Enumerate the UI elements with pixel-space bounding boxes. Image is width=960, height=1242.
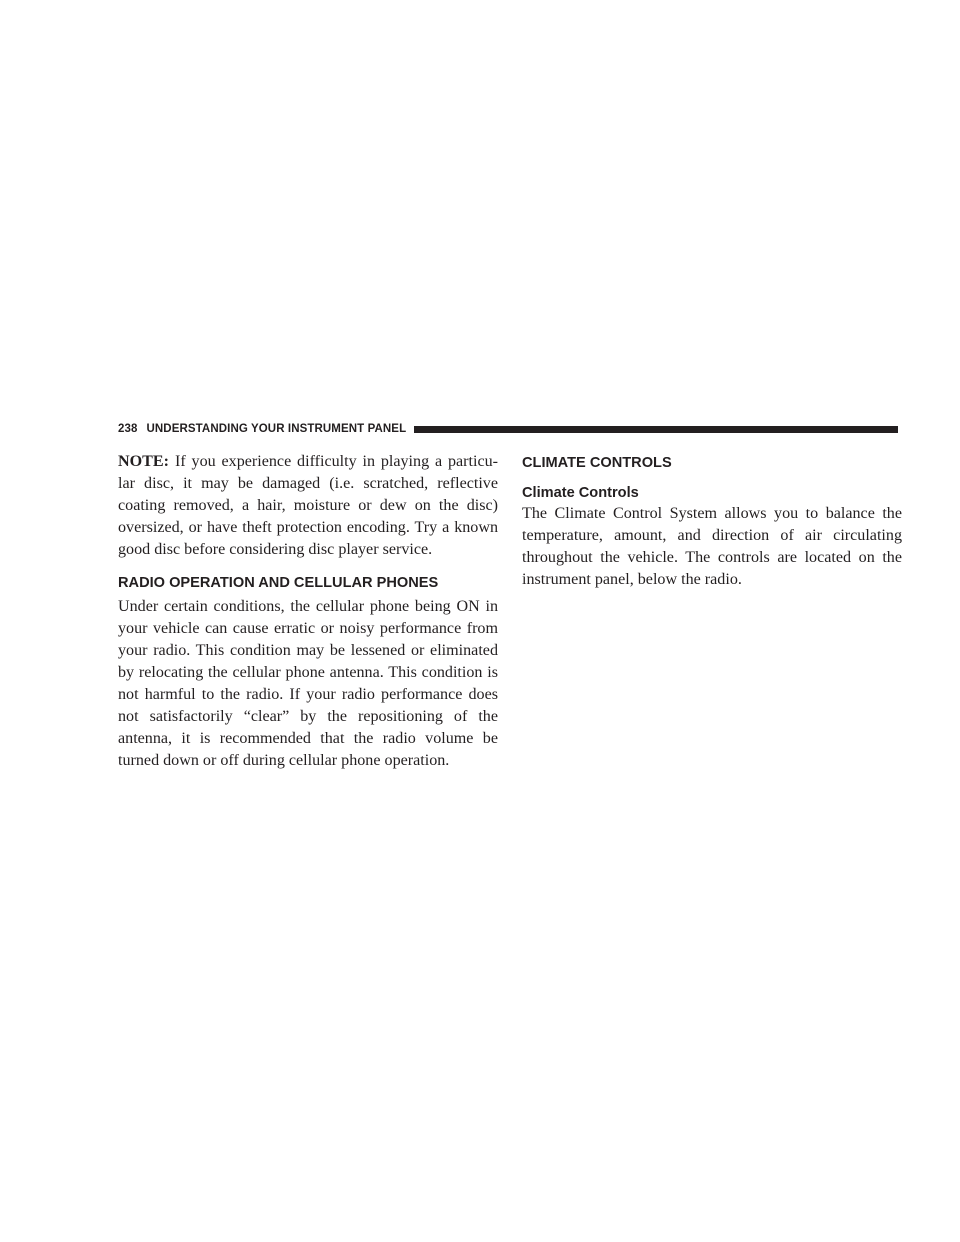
note-paragraph (118, 451, 498, 561)
page-header (118, 422, 898, 436)
header-rule (414, 426, 898, 433)
climate-paragraph: The Climate Control System allows you to balance the temperature, amount, and direction of air circulating throughout the vehicle. The controls are located on the instrument panel, below the radio. (522, 505, 902, 588)
page-number: 238 (118, 423, 138, 435)
note-text: If you experience difficulty in playing a particu-lar disc, it may be damaged (i.e. scratched, reflective coating removed, a hair, moisture or dew on the disc) oversized, or have theft protection encoding. Try a known good disc before considering disc player service. (118, 453, 498, 558)
climate-section-heading: CLIMATE CONTROLS (522, 455, 672, 471)
right-column (522, 451, 902, 591)
radio-section-heading: RADIO OPERATION AND CELLULAR PHONES (118, 575, 439, 591)
left-column (118, 451, 498, 772)
note-label: NOTE: (118, 453, 169, 470)
running-head: UNDERSTANDING YOUR INSTRUMENT PANEL (146, 423, 407, 435)
climate-subheading: Climate Controls (522, 485, 639, 501)
radio-paragraph: Under certain conditions, the cellular phone being ON in your vehicle can cause erratic or noisy performance from your radio. This condition may be lessened or eliminated by relocating the cellular phone antenna. This condition is not harmful to the radio. If your radio performance does not satisfactorily “clear” by the repositioning of the antenna, it is recommended that the radio volume be turned down or off during cellular phone operation. (118, 598, 498, 769)
